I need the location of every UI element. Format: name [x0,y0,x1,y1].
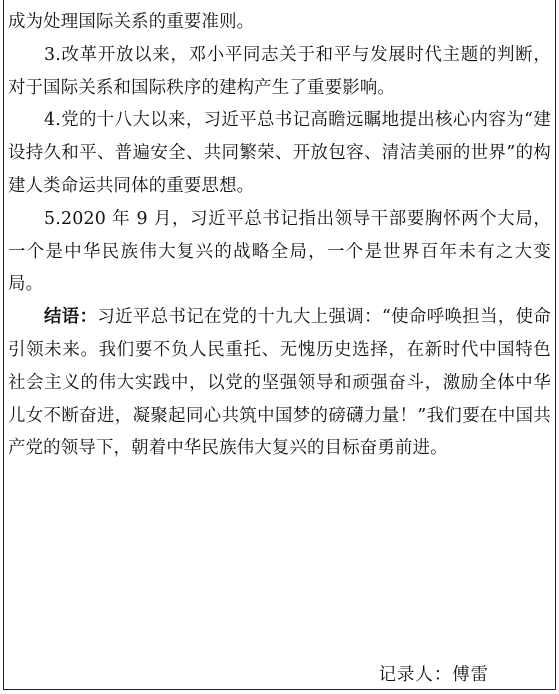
conclusion-label: 结语： [44,307,98,328]
recorder-signature: 记录人：傅雷 [378,665,489,685]
conclusion-paragraph [8,301,551,465]
paragraph-4: 4.党的十八大以来，习近平总书记高瞻远瞩地提出核心内容为“建设持久和平、普遍安全、共同繁荣、开放包容、清洁美丽的世界”的构建人类命运共同体的重要思想。 [8,110,551,196]
paragraph-5: 5.2020 年 9 月，习近平总书记指出领导干部要胸怀两个大局，一个是中华民族伟大复兴的战略全局，一个是世界百年未有之大变局。 [8,208,551,295]
conclusion-text: 习近平总书记在党的十九大上强调：“使命呼唤担当，使命引领未来。我们要不负人民重托、无愧历史选择，在新时代中国特色社会主义的伟大实践中，以党的坚强领导和顽强奋斗，激励全体中华儿女不断奋进，凝聚起同心共筑中国梦的磅礴力量！”我们要在中国共产党的领导下，朝着中华民族伟大复兴的目标奋勇前进。 [8,307,552,459]
document-body [8,6,551,465]
paragraph-continuation: 成为处理国际关系的重要准则。 [8,12,255,32]
paragraph-3: 3.改革开放以来，邓小平同志关于和平与发展时代主题的判断，对于国际关系和国际秩序的建构产生了重要影响。 [8,44,551,98]
